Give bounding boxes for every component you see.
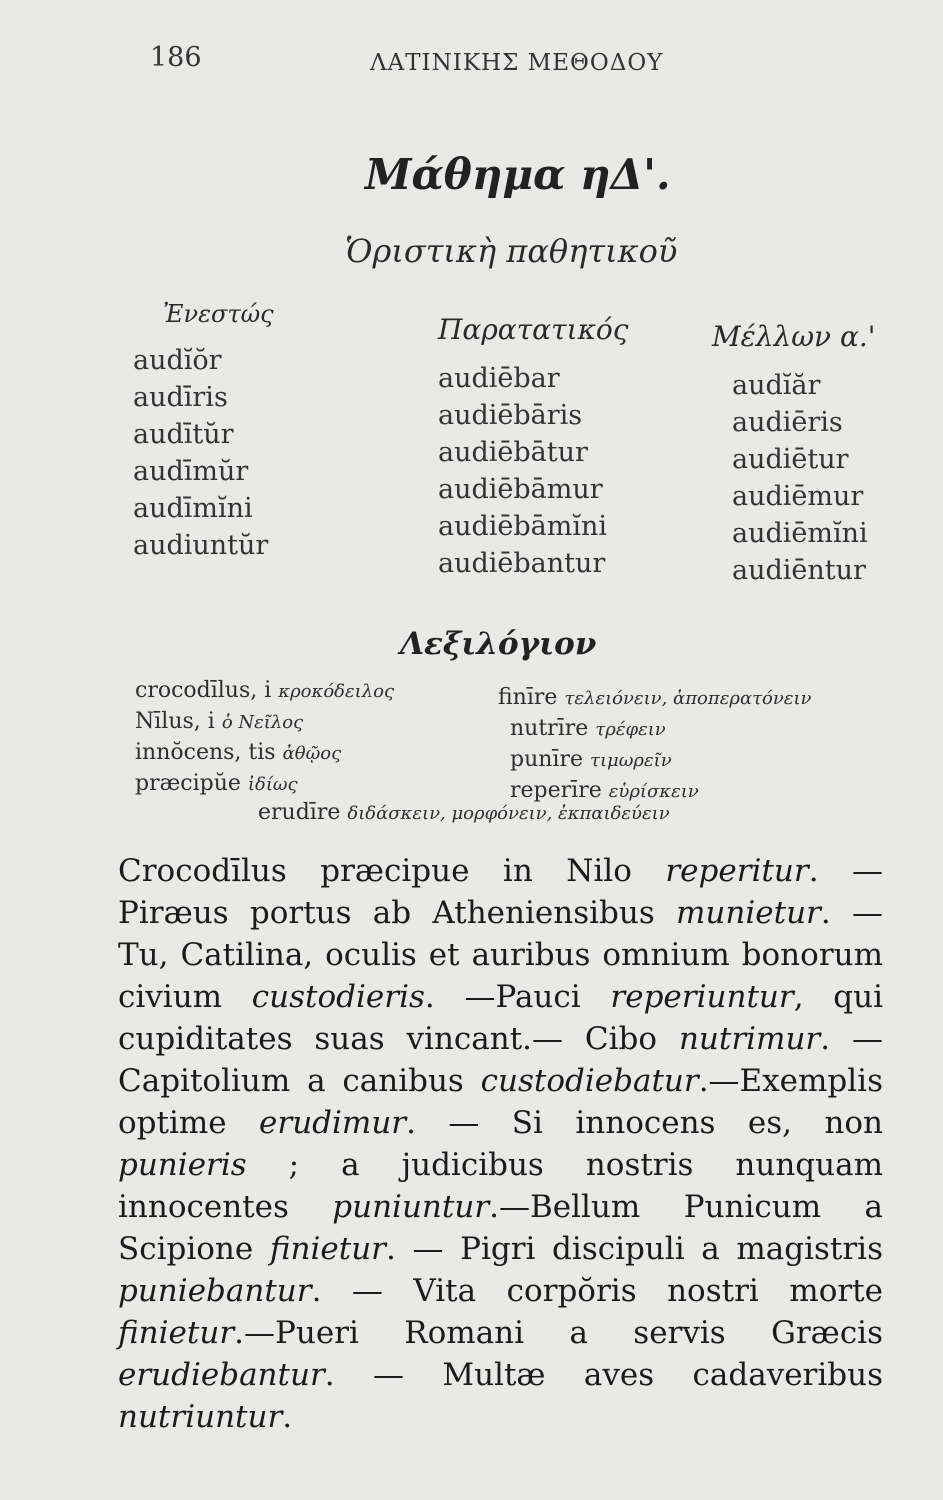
exercise-segment: , qui cupiditates suas vincant.— Cibo	[118, 979, 883, 1057]
tense-column-imperfect	[438, 313, 628, 582]
exercise-segment: ; a judicibus nostris nunquam innocentes	[118, 1147, 883, 1225]
running-title: ΛΑΤΙΝΙΚΗΣ ΜΕΘΟΔΟΥ	[370, 50, 664, 76]
tense-column-future	[712, 320, 875, 589]
greek-gloss: ἀθῷος	[282, 743, 342, 764]
conjugation-form: audiēmur	[732, 481, 864, 512]
latin-word: nutrīre	[510, 716, 589, 741]
greek-gloss: ἰδίως	[247, 774, 298, 795]
tense-heading: Μέλλων α.'	[712, 320, 876, 353]
exercise-verb: finietur	[269, 1231, 387, 1267]
exercise-verb: munietur	[676, 895, 821, 931]
exercise-segment: . — Si innocens es, non	[406, 1105, 883, 1141]
conjugation-form: audiēntur	[732, 555, 866, 586]
exercise-verb: reperiuntur	[610, 979, 794, 1015]
exercise-segment: . — Multæ aves cadaveribus	[324, 1357, 883, 1393]
tense-heading: Ἐνεστώς	[163, 300, 274, 328]
page-header	[0, 38, 943, 88]
exercise-verb: custodiebatur	[480, 1063, 699, 1099]
exercise-segment: .—Pueri Romani a servis Græcis	[234, 1315, 883, 1351]
vocabulary-entry	[498, 714, 918, 745]
exercise-verb: custodieris	[251, 979, 425, 1015]
greek-gloss: διδάσκειν, μορφόνειν, ἐκπαιδεύειν	[347, 803, 670, 824]
conjugation-form: audiētur	[732, 444, 849, 475]
conjugation-form: audiēbar	[438, 363, 560, 394]
exercise-paragraph	[118, 850, 883, 1438]
conjugation-form: audiēbantur	[438, 548, 606, 579]
conjugation-form: audiēmĭni	[732, 518, 868, 549]
exercise-verb: nutrimur	[678, 1021, 821, 1057]
exercise-segment: .	[282, 1399, 293, 1435]
latin-word: innŏcens, tis	[135, 740, 276, 765]
exercise-segment: .—Bellum Punicum a Scipione	[118, 1189, 883, 1267]
conjugation-form: audiuntŭr	[133, 530, 269, 561]
conjugation-form: audiēbātur	[438, 437, 588, 468]
conjugation-form: audītŭr	[133, 419, 234, 450]
vocabulary-entry	[135, 769, 495, 800]
latin-word: reperīre	[510, 778, 602, 803]
greek-gloss: ὁ Νεῖλος	[221, 712, 304, 733]
greek-gloss: τελειόνειν, ἀποπερατόνειν	[564, 688, 812, 709]
exercise-verb: punieris	[118, 1147, 247, 1183]
vocabulary-left-list	[135, 676, 495, 800]
tense-column-present	[133, 300, 274, 564]
conjugation-form: audīmĭni	[133, 493, 253, 524]
conjugation-form: audiēbāmur	[438, 474, 603, 505]
latin-word: punīre	[510, 747, 583, 772]
latin-word: erudīre	[258, 800, 341, 825]
lesson-subtitle: Ὁριστικὴ παθητικοῦ	[345, 232, 678, 270]
exercise-segment: . — Piræus portus ab Atheniensibus	[118, 853, 883, 931]
exercise-segment: . — Vita corpŏris nostri morte	[311, 1273, 883, 1309]
tense-heading: Παρατατικός	[438, 313, 629, 346]
greek-gloss: τιμωρεῖν	[590, 750, 672, 771]
vocabulary-title: Λεξιλόγιον	[400, 626, 597, 662]
exercise-segment: .—Exemplis optime	[118, 1063, 883, 1141]
page-number: 186	[150, 42, 202, 73]
latin-word: finīre	[498, 685, 558, 710]
vocabulary-entry	[498, 745, 918, 776]
latin-word: Nīlus, i	[135, 709, 215, 734]
vocabulary-entry	[498, 683, 918, 714]
vocabulary-entry-centered	[258, 800, 670, 825]
greek-gloss: τρέφειν	[595, 719, 666, 740]
exercise-verb: erudimur	[259, 1105, 407, 1141]
conjugation-form: audĭŏr	[133, 345, 222, 376]
exercise-segment: . — Tu, Catilina, oculis et auribus omnium bonorum civium	[118, 895, 883, 1015]
conjugation-form: audiēbāmĭni	[438, 511, 608, 542]
exercise-verb: nutriuntur	[118, 1399, 283, 1435]
vocabulary-entry	[135, 707, 495, 738]
exercise-verb: puniuntur	[332, 1189, 490, 1225]
exercise-verb: reperitur	[665, 853, 809, 889]
vocabulary-right-list	[498, 683, 918, 807]
exercise-segment: Crocodīlus præcipue in Nilo	[118, 853, 666, 889]
conjugation-form: audīmŭr	[133, 456, 249, 487]
greek-gloss: κροκόδειλος	[278, 681, 395, 702]
exercise-segment: . —Pauci	[424, 979, 611, 1015]
greek-gloss: εὑρίσκειν	[608, 781, 699, 802]
exercise-segment: . — Pigri discipuli a magistris	[386, 1231, 883, 1267]
vocabulary-entry	[135, 676, 495, 707]
exercise-segment: . —Capitolium a canibus	[118, 1021, 883, 1099]
conjugation-form: audiēris	[732, 407, 843, 438]
exercise-verb: erudiebantur	[118, 1357, 325, 1393]
vocabulary-entry	[135, 738, 495, 769]
conjugation-form: audīris	[133, 382, 228, 413]
latin-word: præcipŭe	[135, 771, 241, 796]
lesson-title: Μάθημα ηΔ'.	[365, 150, 671, 199]
exercise-text	[118, 850, 883, 1438]
conjugation-form: audiēbāris	[438, 400, 583, 431]
latin-word: crocodīlus, i	[135, 678, 272, 703]
conjugation-form: audĭăr	[732, 370, 821, 401]
exercise-verb: puniebantur	[118, 1273, 312, 1309]
exercise-verb: finietur	[118, 1315, 235, 1351]
